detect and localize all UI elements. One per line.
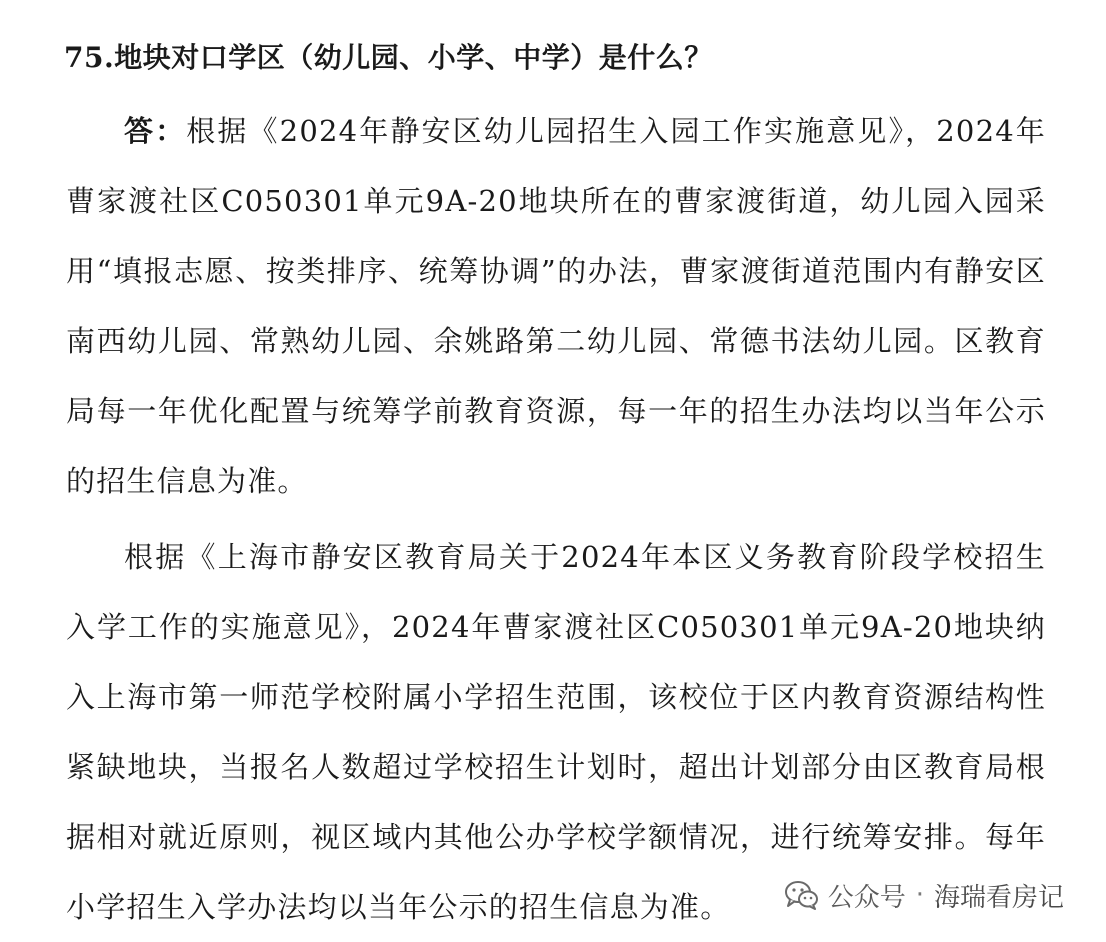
kindergarten-policy-text: 根据《2024年静安区幼儿园招生入园工作实施意见》，2024年曹家渡社区C050301单元9A-20地块所在的曹家渡街道，幼儿园入园采用“填报志愿、按类排序、统筹协调”的办法，曹家渡街道范围内有静安区南西幼儿园、常熟幼儿园、余姚路第二幼儿园、常德书法幼儿园。区教育局每一年优化配置与统筹学前教育资源，每一年的招生办法均以当年公示的招生信息为准。 <box>66 114 1047 498</box>
answer-label: 答： <box>124 114 187 148</box>
watermark-account-name: 海瑞看房记 <box>933 882 1064 913</box>
watermark-account-label: 公众号 <box>827 882 906 913</box>
wechat-watermark <box>778 873 1070 917</box>
wechat-icon <box>784 880 820 910</box>
question-heading: 75.地块对口学区（幼儿园、小学、中学）是什么？ <box>64 41 713 74</box>
answer-paragraph-primary-school: 根据《上海市静安区教育局关于2024年本区义务教育阶段学校招生入学工作的实施意见》，2024年曹家渡社区C050301单元9A-20地块纳入上海市第一师范学校附属小学招生范围，该校位于区内教育资源结构性紧缺地块，当报名人数超过学校招生计划时，超出计划部分由区教育局根据相对就近原则，视区域内其他公办学校学额情况，进行统筹安排。每年小学招生入学办法均以当年公示的招生信息为准。 <box>66 540 1046 924</box>
answer-paragraph-kindergarten <box>66 96 1046 516</box>
watermark-separator: · <box>915 880 924 910</box>
